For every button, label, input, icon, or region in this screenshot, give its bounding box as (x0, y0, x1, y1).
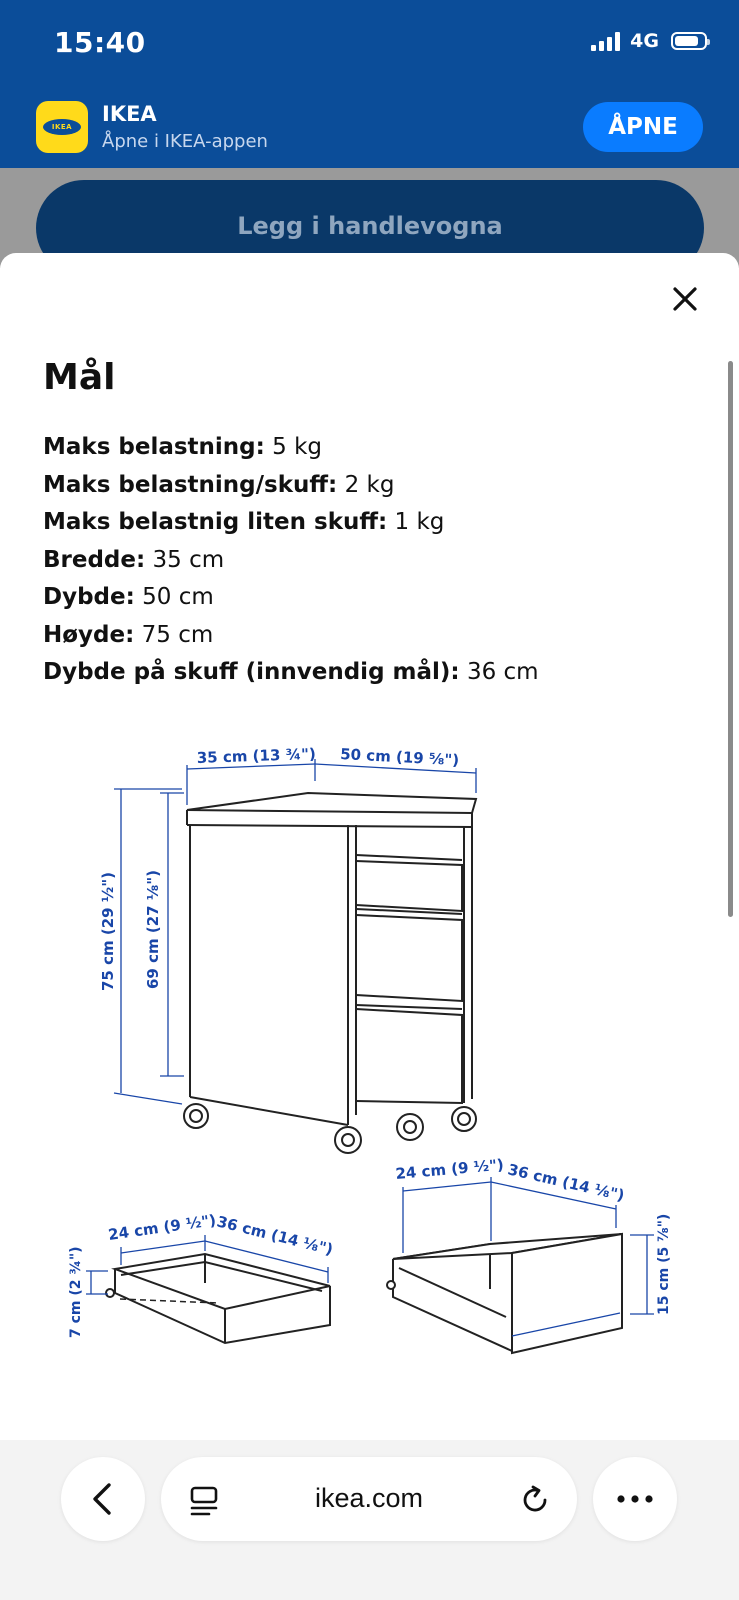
ikea-logo: IKEA (43, 119, 81, 135)
network-type: 4G (630, 30, 659, 52)
app-subtitle: Åpne i IKEA-appen (102, 131, 268, 152)
app-name: IKEA (102, 102, 157, 126)
app-banner (0, 88, 739, 168)
dimensions-sheet (0, 253, 739, 1600)
spec-width: Bredde: 35 cm (43, 546, 225, 573)
cabinet-width-label: 35 cm (13 ¾") (196, 744, 317, 767)
cabinet-height-total-label: 75 cm (29 ½") (99, 872, 117, 991)
signal-strength-icon (591, 31, 620, 51)
status-time: 15:40 (54, 26, 146, 59)
cabinet-depth-label: 50 cm (19 ⅝") (339, 745, 460, 770)
reload-icon[interactable] (519, 1483, 551, 1515)
large-drawer-height-label: 15 cm (5 ⅞") (656, 1213, 672, 1315)
spec-max-load-drawer: Maks belastning/skuff: 2 kg (43, 471, 395, 498)
small-drawer-width-label: 24 cm (9 ½") (107, 1211, 218, 1244)
battery-icon (671, 32, 707, 50)
add-to-cart-button[interactable]: Legg i handlevogna (36, 180, 704, 276)
ikea-app-icon (36, 101, 88, 153)
url-text: ikea.com (314, 1483, 424, 1513)
spec-drawer-depth: Dybde på skuff (innvendig mål): 36 cm (43, 659, 539, 685)
sheet-title: Mål (43, 357, 116, 398)
chevron-left-icon (88, 1481, 118, 1517)
address-bar[interactable] (161, 1457, 577, 1541)
spec-depth: Dybde: 50 cm (43, 584, 214, 610)
open-app-button[interactable]: ÅPNE (583, 102, 703, 152)
spec-max-load: Maks belastning: 5 kg (43, 434, 323, 460)
status-bar (0, 0, 739, 88)
ellipsis-icon (615, 1494, 655, 1504)
dimension-diagram (0, 253, 739, 1453)
more-options-button[interactable] (593, 1457, 677, 1541)
large-drawer-width-label: 24 cm (9 ½") (394, 1155, 505, 1183)
cabinet-height-body-label: 69 cm (27 ⅛") (144, 870, 162, 989)
back-button[interactable] (61, 1457, 145, 1541)
status-indicators (591, 30, 707, 52)
spec-height: Høyde: 75 cm (43, 621, 214, 648)
large-drawer-depth-label: 36 cm (14 ⅛") (506, 1160, 627, 1205)
small-drawer-depth-label: 36 cm (14 ⅛") (215, 1212, 335, 1259)
small-drawer-height-label: 7 cm (2 ¾") (68, 1246, 84, 1338)
spec-max-load-small-drawer: Maks belastnig liten skuff: 1 kg (43, 509, 445, 535)
